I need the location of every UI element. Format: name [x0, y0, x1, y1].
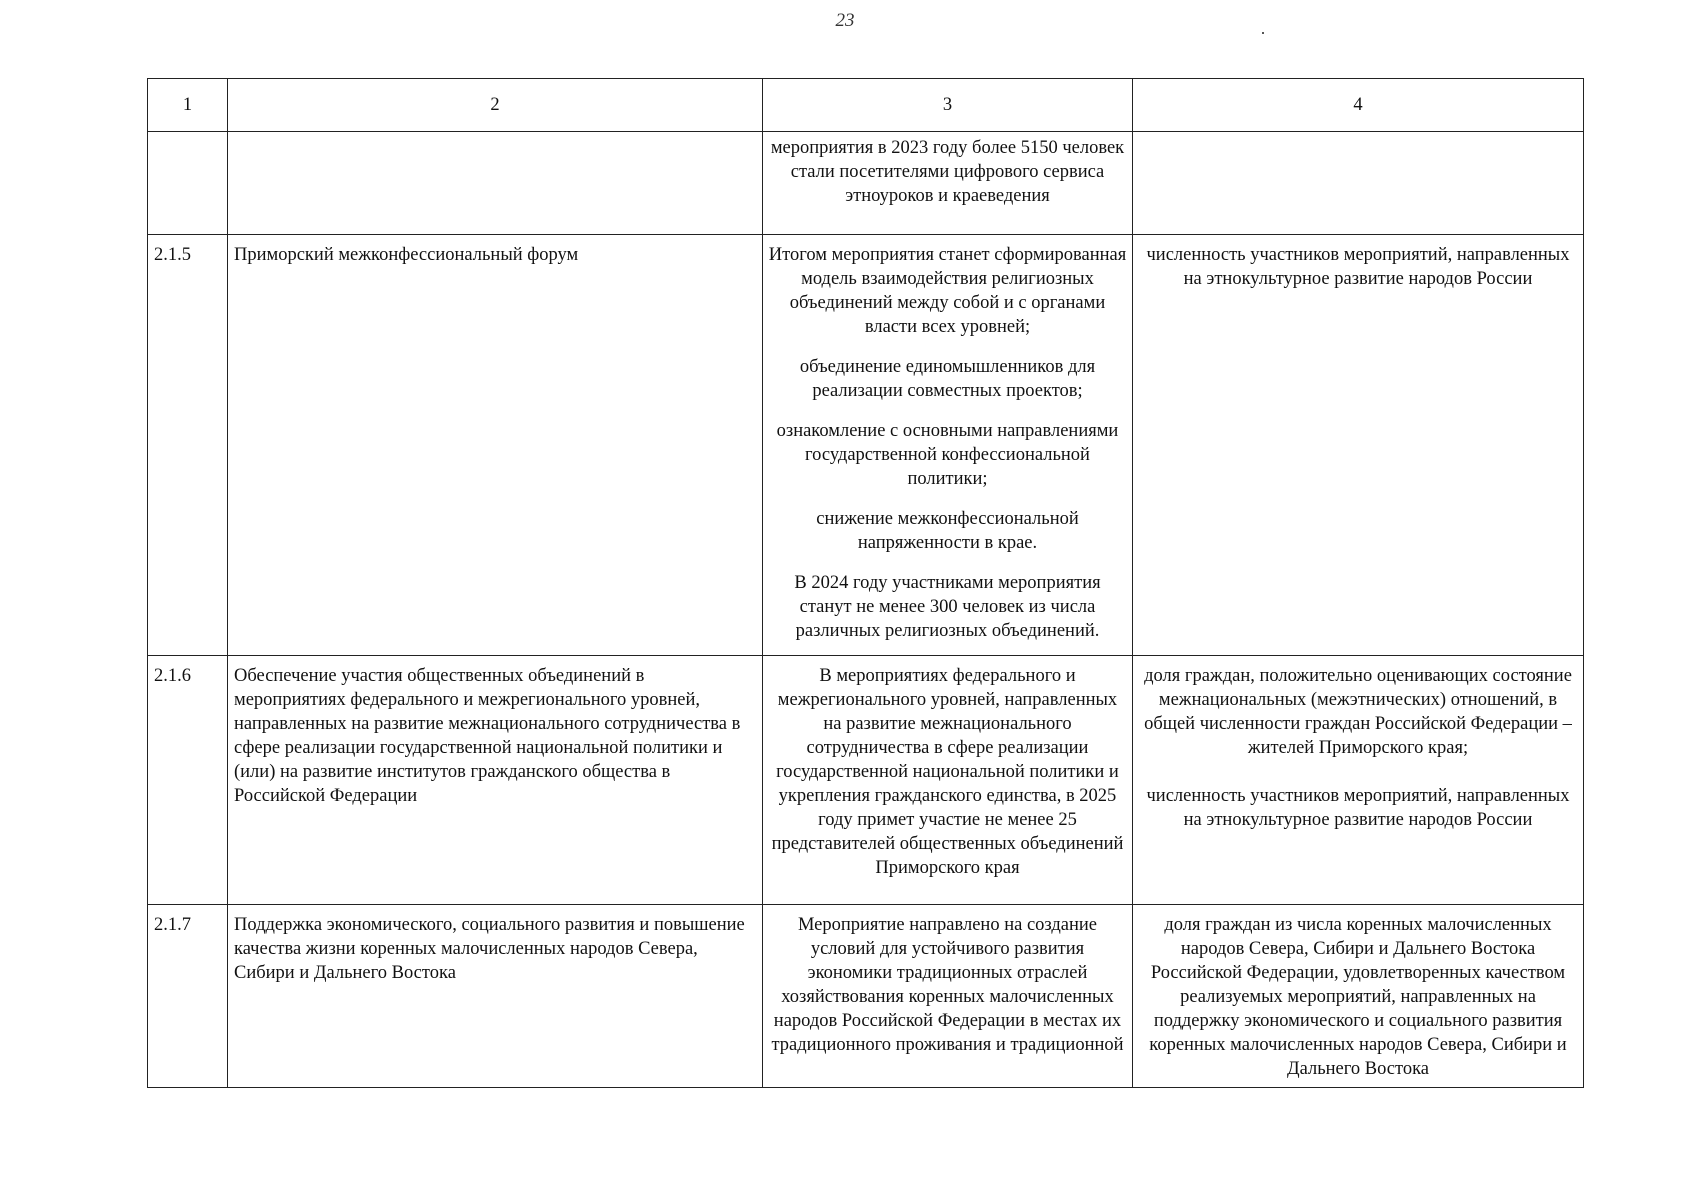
page-number: 23: [835, 10, 855, 31]
expected-result: [763, 235, 1133, 656]
indicator-text: доля граждан из числа коренных малочисленных народов Севера, Сибири и Дальнего Востока Российской Федерации, удовлетворенных качеством реализуемых мероприятий, направленных на поддержку экономического и социального развития коренных малочисленных народов Севера, Сибири и Дальнего Востока: [1149, 915, 1567, 1079]
measure-name: Поддержка экономического, социального развития и повышение качества жизни коренных малочисленных народов Севера, Сибири и Дальнего Востока: [228, 905, 763, 1088]
result-text: В 2024 году участниками мероприятия станут не менее 300 человек из числа различных религиозных объединений.: [794, 573, 1101, 641]
header-col-2: 2: [228, 79, 763, 132]
row-number: 2.1.7: [148, 905, 228, 1088]
result-text: мероприятия в 2023 году более 5150 человек стали посетителями цифрового сервиса этноуроков и краеведения: [770, 138, 1125, 206]
measure-name: [228, 132, 763, 235]
result-text: Итогом мероприятия станет сформированная модель взаимодействия религиозных объединений между собой и с органами власти всех уровней;: [768, 245, 1127, 337]
header-col-1: 1: [148, 79, 228, 132]
table-row: [148, 656, 1584, 905]
result-text: Мероприятие направлено на создание условий для устойчивого развития экономики традиционных отраслей хозяйствования коренных малочисленных народов Российской Федерации в местах их традиционного проживания и традиционной: [771, 915, 1124, 1055]
indicator-text: численность участников мероприятий, направленных на этнокультурное развитие народов России: [1146, 786, 1570, 830]
row-number: [148, 132, 228, 235]
indicator: [1133, 235, 1584, 656]
indicator: [1133, 132, 1584, 235]
row-number: 2.1.5: [148, 235, 228, 656]
table-row: [148, 905, 1584, 1088]
result-text: объединение единомышленников для реализации совместных проектов;: [799, 357, 1096, 401]
result-text: В мероприятиях федерального и межрегионального уровней, направленных на развитие межнационального сотрудничества в сфере реализации государственной национальной политики и укрепления гражданского единства, в 2025 году примет участие не менее 25 представителей общественных объединений Приморского края: [771, 666, 1124, 878]
expected-result: [763, 905, 1133, 1088]
header-row: [148, 79, 1584, 132]
header-col-4: 4: [1133, 79, 1584, 132]
indicator-text: доля граждан, положительно оценивающих состояние межнациональных (межэтнических) отношений, в общей численности граждан Российской Федерации – жителей Приморского края;: [1144, 666, 1572, 758]
header-col-3: 3: [763, 79, 1133, 132]
measures-table: [147, 78, 1584, 1088]
measure-name: Обеспечение участия общественных объединений в мероприятиях федерального и межрегионального уровней, направленных на развитие межнационального сотрудничества в сфере реализации государственной национальной политики и (или) на развитие институтов гражданского общества в Российской Федерации: [228, 656, 763, 905]
indicator: [1133, 656, 1584, 905]
row-number: 2.1.6: [148, 656, 228, 905]
result-text: снижение межконфессиональной напряженности в крае.: [816, 509, 1079, 553]
measure-name: Приморский межконфессиональный форум: [228, 235, 763, 656]
expected-result: [763, 132, 1133, 235]
indicator: [1133, 905, 1584, 1088]
result-text: ознакомление с основными направлениями государственной конфессиональной политики;: [776, 421, 1119, 489]
expected-result: [763, 656, 1133, 905]
table-row: [148, 235, 1584, 656]
table-row: [148, 132, 1584, 235]
scan-speck: [1262, 32, 1264, 34]
indicator-text: численность участников мероприятий, направленных на этнокультурное развитие народов России: [1146, 245, 1570, 289]
